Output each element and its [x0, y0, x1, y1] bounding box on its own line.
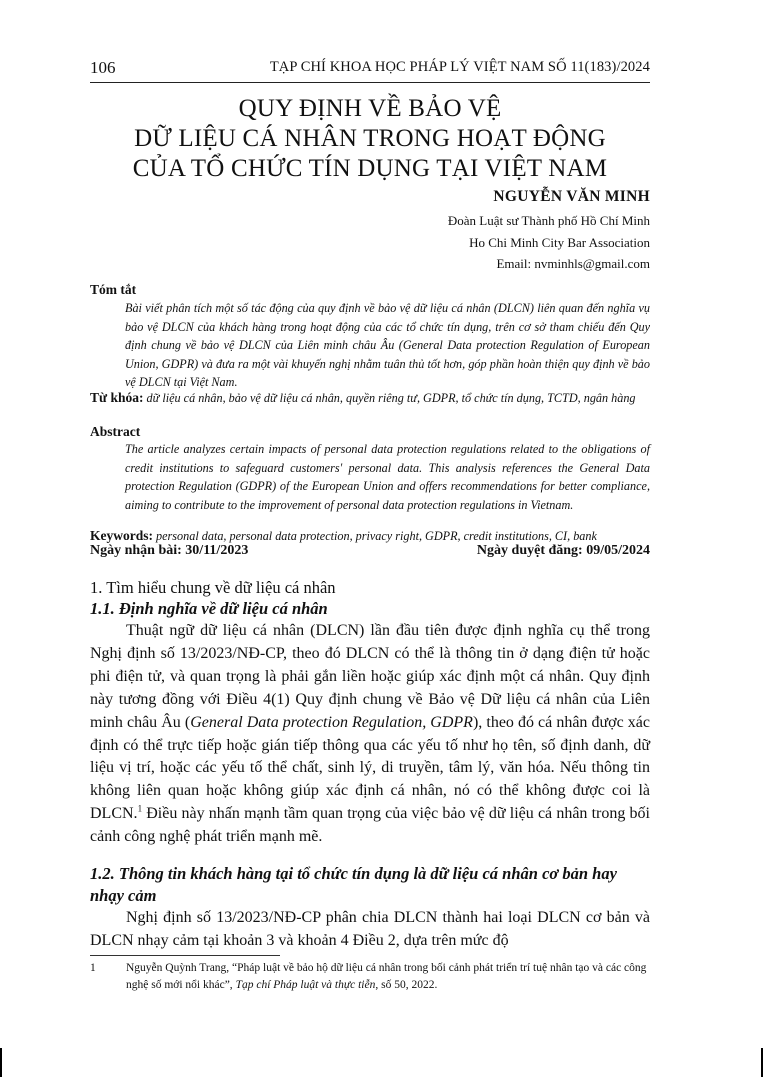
author-email: Email: nvminhls@gmail.com [496, 256, 650, 271]
abstract-keywords-label: Keywords: [90, 528, 153, 543]
section-1-2-heading-line-1: 1.2. Thông tin khách hàng tại tổ chức tín dụng là dữ liệu cá nhân cơ bản hay [90, 864, 617, 883]
paragraph-text-2: ), theo đó cá nhân được xác định có thể trực tiếp hoặc gián tiếp thông qua các yếu tố như họ tên, số định danh, dữ liệu vị trí, hoặc các yếu tố thể chất, sinh lý, di truyền, tâm lý, văn hóa. Nếu thông tin không liên quan hoặc không giúp xác định cá nhân, nó có thể không được coi là DLCN. [90, 713, 651, 823]
abstract-label: Abstract [90, 424, 141, 439]
abstract-text: The article analyzes certain impacts of personal data protection regulations related to the obligations of credit institutions to safeguard customers' personal data. This analysis references the General Data protection Regulation (GDPR) of the European Union and offers recommendations for better compliance, aiming to contribute to the improvement of personal data protection regulations in Vietnam. [125, 442, 650, 512]
section-1-2-paragraph [90, 907, 650, 953]
footnote-text [126, 960, 650, 993]
paragraph-text-1: Thuật ngữ dữ liệu cá nhân (DLCN) lần đầu tiên được định nghĩa cụ thể trong Nghị định số 13/2023/NĐ-CP, theo đó DLCN có thể là thông tin ở dạng điện tử hoặc phi điện tử, và quan trọng là phải gắn liền hoặc giúp xác định một cá nhân. Quy định này tương đồng với Điều 4(1) Quy định chung về Bảo vệ Dữ liệu cá nhân của Liên minh châu Âu ( [90, 622, 650, 731]
footnote-number: 1 [90, 962, 96, 974]
summary-text: Bài viết phân tích một số tác động của quy định về bảo vệ dữ liệu cá nhân (DLCN) liên quan đến nghĩa vụ bảo vệ DLCN của khách hàng trong hoạt động của các tổ chức tín dụng, trên cơ sở tham chiếu đến Quy định chung về bảo vệ DLCN của Liên minh châu Âu (General Data protection Regulation of European Union, GDPR) và đưa ra một vài khuyến nghị nhằm tuân thủ tốt hơn, góp phần hoàn thiện quy định về bảo vệ DLCN tại Việt Nam. [125, 301, 650, 389]
footnote-ref[interactable]: 1 [137, 803, 143, 814]
article-dates [90, 543, 650, 563]
summary-keywords [90, 389, 650, 408]
paragraph-text-3: Điều này nhấn mạnh tầm quan trọng của việc bảo vệ dữ liệu cá nhân trong bối cảnh công nghệ phát triển mạnh mẽ. [90, 805, 650, 846]
author-name: NGUYỄN VĂN MINH [493, 188, 650, 205]
section-1-1-heading: 1.1. Định nghĩa về dữ liệu cá nhân [90, 599, 328, 618]
section-1-1-paragraph [90, 620, 650, 849]
title-line-2: DỮ LIỆU CÁ NHÂN TRONG HOẠT ĐỘNG [134, 125, 606, 152]
summary-keywords-label: Từ khóa: [90, 390, 144, 405]
page-number: 106 [90, 58, 116, 77]
footnote-divider [90, 955, 280, 956]
footnote-issue: , số 50, 2022. [375, 978, 438, 991]
received-date: Ngày nhận bài: 30/11/2023 [90, 543, 249, 558]
journal-title: TẠP CHÍ KHOA HỌC PHÁP LÝ VIỆT NAM SỐ 11(183)/2024 [269, 59, 650, 75]
title-line-1: QUY ĐỊNH VỀ BẢO VỆ [238, 95, 502, 122]
summary-label: Tóm tắt [90, 282, 137, 297]
section-1-2-heading [90, 863, 650, 907]
gdpr-term: General Data protection Regulation, GDPR [190, 713, 473, 731]
article-title [90, 94, 650, 184]
summary-keywords-text: dữ liệu cá nhân, bảo vệ dữ liệu cá nhân, quyền riêng tư, GDPR, tổ chức tín dụng, TCTD, ngân hàng [146, 391, 636, 405]
crop-mark-left [0, 1048, 2, 1077]
abstract-keywords-text: personal data, personal data protection, privacy right, GDPR, credit institutions, CI, bank [156, 529, 597, 543]
footnote-citation: Nguyễn Quỳnh Trang, “Pháp luật về bảo hộ dữ liệu cá nhân trong bối cảnh phát triển trí tuệ nhân tạo và các công nghệ số mới nổi khác”, [126, 962, 647, 991]
accepted-date: Ngày duyệt đăng: 09/05/2024 [476, 543, 650, 558]
section-1-heading: 1. Tìm hiểu chung về dữ liệu cá nhân [90, 578, 336, 597]
paragraph-text: Nghị định số 13/2023/NĐ-CP phân chia DLCN thành hai loại DLCN cơ bản và DLCN nhạy cảm tại khoản 3 và khoản 4 Điều 2, dựa trên mức độ [90, 909, 650, 949]
footnote-journal: Tạp chí Pháp luật và thực tiễn [235, 978, 376, 991]
running-head [90, 58, 650, 83]
author-affiliation-en: Ho Chi Minh City Bar Association [469, 234, 650, 250]
title-line-3: CỦA TỔ CHỨC TÍN DỤNG TẠI VIỆT NAM [132, 155, 608, 182]
section-1-2-heading-line-2: nhạy cảm [90, 886, 157, 905]
author-block [448, 188, 650, 275]
author-affiliation-vi: Đoàn Luật sư Thành phố Hồ Chí Minh [447, 213, 650, 228]
